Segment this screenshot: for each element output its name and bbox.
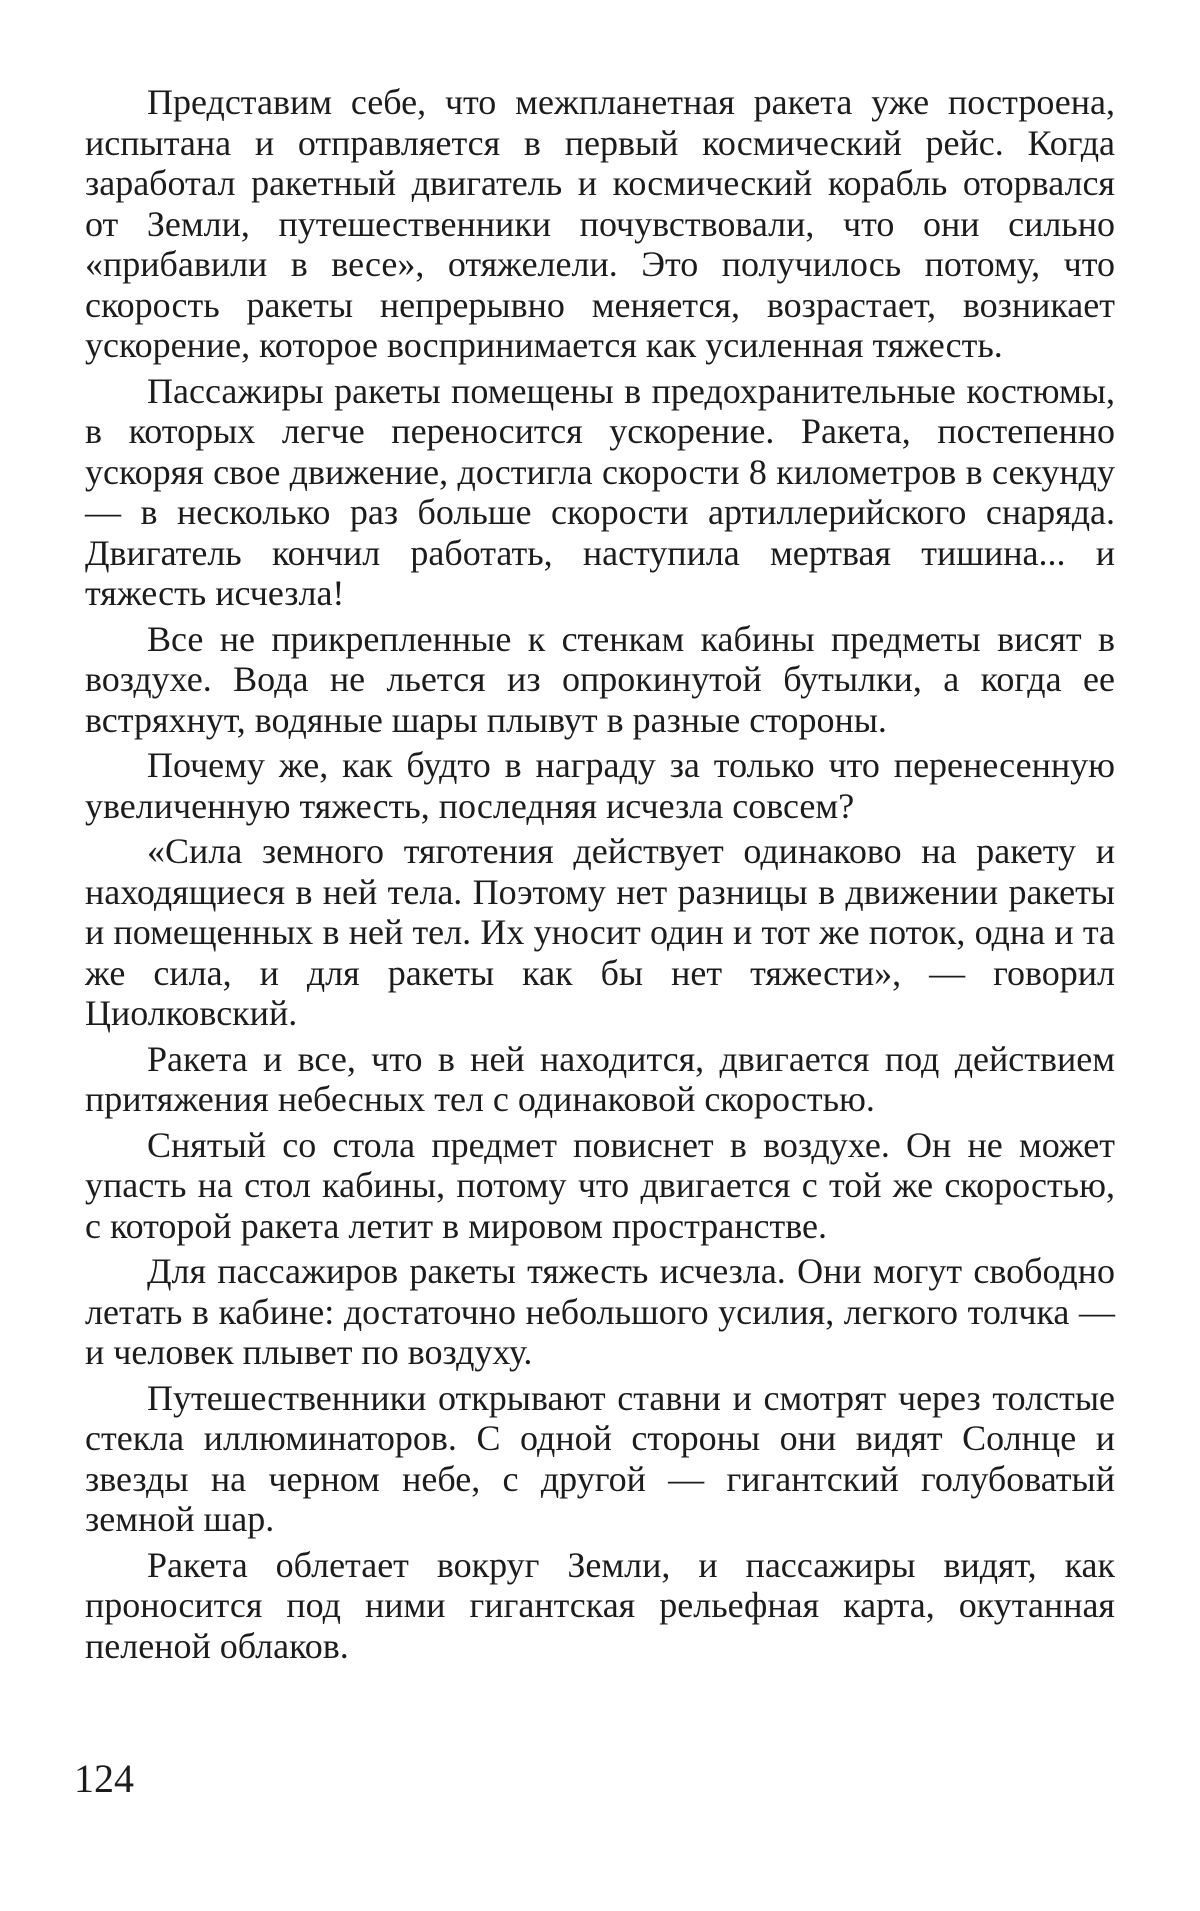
paragraph-2: Пассажиры ракеты помещены в предохранительные костюмы, в которых легче переносится ускорение. Ракета, постепенно ускоряя свое движение, достигла скорости 8 километров в секунду — в несколько раз больше скорости артиллерийского снаряда. Двигатель кончил работать, наступила мертвая тишина... и тяжесть исчезла! <box>85 370 1115 613</box>
paragraph-8: Для пассажиров ракеты тяжесть исчезла. Они могут свободно летать в кабине: достаточно небольшого усилия, легкого толчка — и человек плывет по воздуху. <box>85 1251 1115 1372</box>
page-number: 124 <box>74 1756 134 1801</box>
paragraph-4: Почему же, как будто в награду за только что перенесенную увеличенную тяжесть, последняя исчезла совсем? <box>85 745 1115 826</box>
paragraph-6: Ракета и все, что в ней находится, двигается под действием притяжения небесных тел с одинаковой скоростью. <box>85 1038 1115 1119</box>
body-text <box>85 82 1115 1671</box>
paragraph-5: «Сила земного тяготения действует одинаково на ракету и находящиеся в ней тела. Поэтому нет разницы в движении ракеты и помещенных в ней тел. Их уносит один и тот же поток, одна и та же сила, и для ракеты как бы нет тяжести», — говорил Циолковский. <box>85 831 1115 1033</box>
paragraph-1: Представим себе, что межпланетная ракета уже построена, испытана и отправляется в первый космический рейс. Когда заработал ракетный двигатель и космический корабль оторвался от Земли, путешественники почувствовали, что они сильно «прибавили в весе», отяжелели. Это получилось потому, что скорость ракеты непрерывно меняется, возрастает, возникает ускорение, которое воспринимается как усиленная тяжесть. <box>85 82 1115 365</box>
paragraph-9: Путешественники открывают ставни и смотрят через толстые стекла иллюминаторов. С одной стороны они видят Солнце и звезды на черном небе, с другой — гигантский голубоватый земной шар. <box>85 1377 1115 1539</box>
paragraph-3: Все не прикрепленные к стенкам кабины предметы висят в воздухе. Вода не льется из опрокинутой бутылки, а когда ее встряхнут, водяные шары плывут в разные стороны. <box>85 618 1115 740</box>
paragraph-7: Снятый со стола предмет повиснет в воздухе. Он не может упасть на стол кабины, потому что двигается с той же скоростью, с которой ракета летит в мировом пространстве. <box>85 1124 1115 1246</box>
paragraph-10: Ракета облетает вокруг Земли, и пассажиры видят, как проносится под ними гигантская рельефная карта, окутанная пеленой облаков. <box>85 1544 1115 1666</box>
